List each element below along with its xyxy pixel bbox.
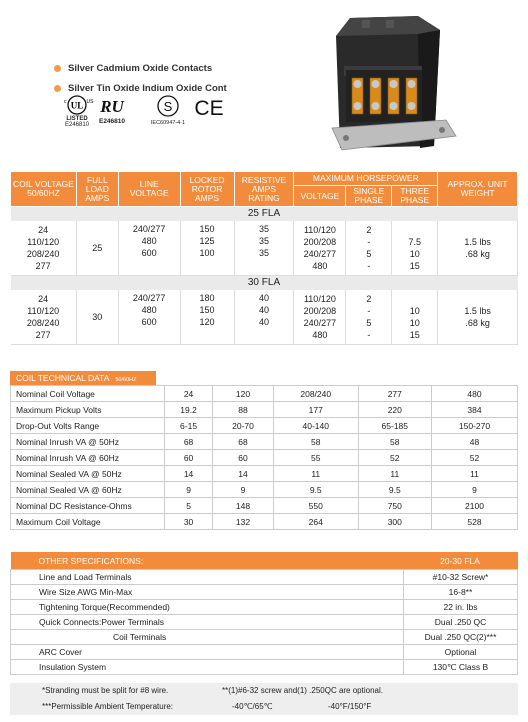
spec-row <box>11 630 518 645</box>
section-row-25 <box>11 221 518 276</box>
line-cell: 240/277 480 600 <box>118 290 180 345</box>
coil-data-value: 150-270 <box>431 418 517 434</box>
coil-data-value: 11 <box>273 466 358 482</box>
coil-data-row <box>11 434 518 450</box>
spec-value: Dual .250 QC <box>404 615 518 630</box>
bullet-icon <box>54 65 61 72</box>
svg-text:UL: UL <box>70 100 84 111</box>
specs-column-title: 20-30 FLA <box>404 552 518 570</box>
spec-row <box>11 645 518 660</box>
three-phase-cell: 7.5 10 15 <box>392 221 438 276</box>
three-phase-cell: 10 10 15 <box>392 290 438 345</box>
svg-text:RU: RU <box>100 97 124 116</box>
header <box>0 0 528 160</box>
coil-data-label: Nominal Inrush VA @ 60Hz <box>11 450 165 466</box>
col-line-voltage: LINE VOLTAGE <box>118 172 180 207</box>
spec-value: 130℃ Class B <box>404 660 518 675</box>
coil-data-value: 14 <box>165 466 213 482</box>
locked-cell: 180 150 120 <box>180 290 234 345</box>
coil-data-value: 264 <box>273 514 358 530</box>
ratings-table <box>10 171 518 345</box>
coil-data-label: Nominal Coil Voltage <box>11 386 165 402</box>
spec-value: 16-8** <box>404 585 518 600</box>
svg-text:c: c <box>64 99 67 105</box>
note-ambient: ***Permissible Ambient Temperature: <box>42 702 174 711</box>
iec-s-logo-icon <box>155 94 181 118</box>
coil-data-row <box>11 386 518 402</box>
coil-data-value: 14 <box>213 466 274 482</box>
section-title-25: 25 FLA <box>11 207 518 222</box>
coil-data-title: COIL TECHNICAL DATA <box>16 373 110 383</box>
coil-data-label: Nominal Inrush VA @ 50Hz <box>11 434 165 450</box>
svg-text:S: S <box>163 99 173 114</box>
coil-data-label: Maximum Pickup Volts <box>11 402 165 418</box>
spec-row <box>11 600 518 615</box>
single-phase-cell: 2 - 5 - <box>346 221 392 276</box>
footnotes <box>10 683 518 715</box>
coil-data-value: 148 <box>213 498 274 514</box>
col-hp-voltage: VOLTAGE <box>294 186 346 207</box>
coil-data-value: 58 <box>273 434 358 450</box>
coil-data-value: 60 <box>165 450 213 466</box>
other-specs-table <box>10 552 518 675</box>
coil-cell: 24 110/120 208/240 277 <box>11 290 77 345</box>
coil-data-value: 277 <box>358 386 431 402</box>
hp-voltage-cell: 110/120 200/208 240/277 480 <box>294 221 346 276</box>
spec-label: Insulation System <box>11 660 404 675</box>
col-locked-rotor: LOCKED ROTOR AMPS <box>180 172 234 207</box>
fla-cell: 25 <box>76 221 118 276</box>
coil-cell: 24 110/120 208/240 277 <box>11 221 77 276</box>
line-cell: 240/277 480 600 <box>118 221 180 276</box>
coil-data-value: 52 <box>431 450 517 466</box>
coil-data-value: 528 <box>431 514 517 530</box>
coil-data-row <box>11 402 518 418</box>
svg-text:CE: CE <box>194 97 224 120</box>
other-specifications <box>10 552 518 675</box>
feature-2: Silver Tin Oxide Indium Oxide Cont <box>54 83 227 94</box>
coil-data-value: 11 <box>358 466 431 482</box>
coil-data-row <box>11 450 518 466</box>
coil-data-value: 550 <box>273 498 358 514</box>
coil-data-value: 132 <box>213 514 274 530</box>
coil-data-subtitle: 50/60HZ <box>115 377 137 383</box>
spec-label: Tightening Torque(Recommended) <box>11 600 404 615</box>
coil-data-label: Nominal DC Resistance-Ohms <box>11 498 165 514</box>
spec-label: Quick Connects:Power Terminals <box>11 615 404 630</box>
coil-data-value: 220 <box>358 402 431 418</box>
coil-data-value: 120 <box>213 386 274 402</box>
spec-row <box>11 615 518 630</box>
coil-data-value: 40-140 <box>273 418 358 434</box>
col-resistive: RESISTIVE AMPS RATING <box>234 172 294 207</box>
header-row <box>11 172 518 186</box>
spec-value: #10-32 Screw* <box>404 570 518 585</box>
coil-data-value: 384 <box>431 402 517 418</box>
coil-data-value: 9 <box>431 482 517 498</box>
locked-cell: 150 125 100 <box>180 221 234 276</box>
spec-row <box>11 585 518 600</box>
coil-data-value: 20-70 <box>213 418 274 434</box>
coil-data-value: 9 <box>165 482 213 498</box>
resistive-cell: 40 40 40 <box>234 290 294 345</box>
weight-cell: 1.5 lbs .68 kg <box>438 290 518 345</box>
ru-logo-icon <box>99 96 125 116</box>
coil-data-value: 58 <box>358 434 431 450</box>
note-stranding: *Stranding must be split for #8 wire. <box>42 686 169 695</box>
coil-data-value: 24 <box>165 386 213 402</box>
col-single-phase: SINGLE PHASE <box>346 186 392 207</box>
coil-data-row <box>11 482 518 498</box>
coil-data-value: 2100 <box>431 498 517 514</box>
note-celsius: -40℃/65℃ <box>232 702 273 711</box>
ul-listed-mark: UL c US LISTED E246810 <box>62 94 92 128</box>
contactor-image <box>322 8 462 156</box>
note-optional: **(1)#6-32 screw and(1) .250QC are optional. <box>222 686 383 695</box>
feature-1: Silver Cadmium Oxide Contacts <box>54 63 212 74</box>
coil-data-row <box>11 514 518 530</box>
coil-data-value: 48 <box>431 434 517 450</box>
coil-data-value: 30 <box>165 514 213 530</box>
coil-data-value: 208/240 <box>273 386 358 402</box>
spec-value: Dual .250 QC(2)*** <box>404 630 518 645</box>
svg-text:US: US <box>86 99 94 105</box>
spec-row <box>11 660 518 675</box>
section-title-row <box>11 276 518 291</box>
section-title-30: 30 FLA <box>11 276 518 291</box>
iec-mark: S IEC60947-4-1 <box>150 94 186 126</box>
spec-label: Coil Terminals <box>11 630 404 645</box>
weight-cell: 1.5 lbs .68 kg <box>438 221 518 276</box>
bullet-icon <box>54 85 61 92</box>
col-three-phase: THREE PHASE <box>392 186 438 207</box>
coil-data-row <box>11 466 518 482</box>
coil-data-value: 750 <box>358 498 431 514</box>
coil-data-value: 6-15 <box>165 418 213 434</box>
coil-data-label: Maximum Coil Voltage <box>11 514 165 530</box>
spec-row <box>11 570 518 585</box>
coil-data-value: 177 <box>273 402 358 418</box>
col-full-load: FULL LOAD AMPS <box>76 172 118 207</box>
coil-data-value: 5 <box>165 498 213 514</box>
coil-data-label: Nominal Sealed VA @ 50Hz <box>11 466 165 482</box>
coil-data-value: 9.5 <box>273 482 358 498</box>
spec-value: 22 in. lbs <box>404 600 518 615</box>
coil-data-value: 68 <box>213 434 274 450</box>
coil-data-header <box>10 371 156 385</box>
resistive-cell: 35 35 35 <box>234 221 294 276</box>
fla-cell: 30 <box>76 290 118 345</box>
ru-mark: RU E246810 <box>98 97 126 125</box>
spec-label: Wire Size AWG Min-Max <box>11 585 404 600</box>
specs-header-row <box>11 552 518 570</box>
hp-voltage-cell: 110/120 200/208 240/277 480 <box>294 290 346 345</box>
specs-title: OTHER SPECIFICATIONS: <box>11 552 404 570</box>
col-max-hp: MAXIMUM HORSEPOWER <box>294 172 438 186</box>
ce-logo-icon <box>194 94 224 120</box>
coil-technical-data <box>10 371 518 530</box>
section-row-30 <box>11 290 518 345</box>
coil-data-row <box>11 418 518 434</box>
spec-label: Line and Load Terminals <box>11 570 404 585</box>
spec-value: Optional <box>404 645 518 660</box>
coil-data-value: 480 <box>431 386 517 402</box>
coil-data-value: 65-185 <box>358 418 431 434</box>
coil-data-value: 11 <box>431 466 517 482</box>
coil-data-value: 60 <box>213 450 274 466</box>
coil-data-value: 68 <box>165 434 213 450</box>
coil-data-value: 9 <box>213 482 274 498</box>
coil-data-label: Nominal Sealed VA @ 60Hz <box>11 482 165 498</box>
spec-label: ARC Cover <box>11 645 404 660</box>
coil-data-value: 52 <box>358 450 431 466</box>
col-coil-voltage: COIL VOLTAGE 50/60HZ <box>11 172 77 207</box>
single-phase-cell: 2 - 5 - <box>346 290 392 345</box>
coil-data-table <box>10 385 518 530</box>
coil-data-value: 300 <box>358 514 431 530</box>
note-fahrenheit: -40°F/150°F <box>328 702 372 711</box>
coil-data-value: 9.5 <box>358 482 431 498</box>
ul-logo-icon <box>62 94 92 116</box>
section-title-row <box>11 207 518 222</box>
coil-data-row <box>11 498 518 514</box>
ce-mark <box>193 94 225 122</box>
coil-data-value: 19.2 <box>165 402 213 418</box>
coil-data-value: 88 <box>213 402 274 418</box>
coil-data-label: Drop-Out Volts Range <box>11 418 165 434</box>
col-weight: APPROX. UNIT WEIGHT <box>438 172 518 207</box>
coil-data-value: 55 <box>273 450 358 466</box>
